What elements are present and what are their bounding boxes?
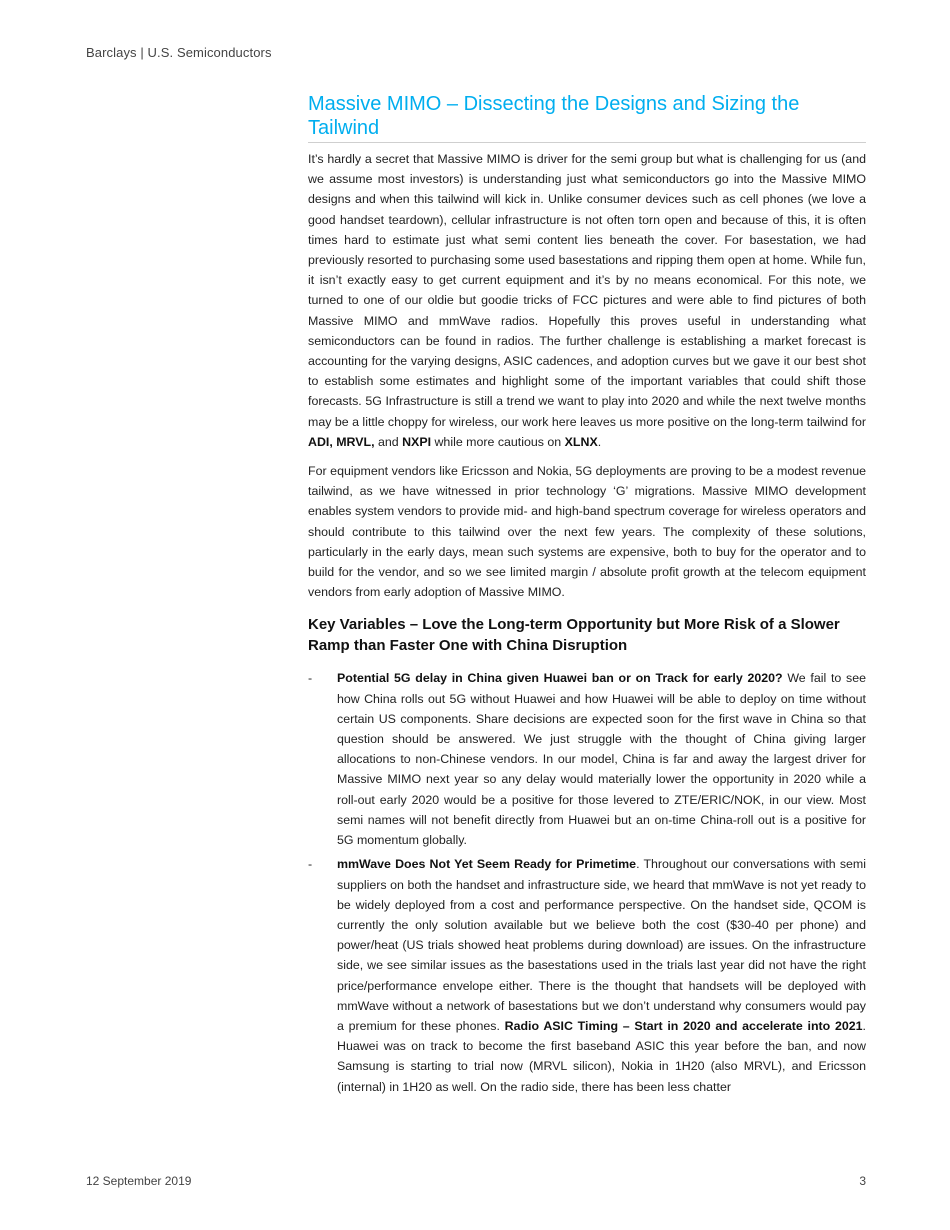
ticker-nxpi: NXPI xyxy=(402,434,432,449)
key-variables-list xyxy=(308,668,866,1096)
key-variables-subhead: Key Variables – Love the Long-term Opportunity but More Risk of a Slower Ramp than Faster One with China Disruption xyxy=(308,616,840,655)
bullet-text: . Throughout our conversations with semi suppliers on both the handset and infrastructure side, we heard that mmWave is not yet ready to be widely deployed from a cost and performance perspective. On the handset side, QCOM is currently the only solution available but we believe both the cost ($30-40 per phone) and power/heat (US trials showed heat problems during download) are issues. On the infrastructure side, we see similar issues as the basestations used in the trials last year did not have the right price/performance envelope either. There is the thought that handsets will be deployed with mmWave without a network of basestations but we don’t understand why consumers would pay a premium for these phones. xyxy=(337,857,867,1033)
paragraph-intro-and: and xyxy=(374,434,403,449)
bullet-text: . Huawei was on track to become the first baseband ASIC this year before the ban, and now Samsung is starting to trial now (MRVL silicon), Nokia in 1H20 (also MRVL), and Ericsson (internal) in 1H20 as well. On the radio side, there has been less chatter xyxy=(337,1018,866,1094)
bullet-lead-china-delay: Potential 5G delay in China given Huawei ban or on Track for early 2020? xyxy=(337,671,783,686)
footer-date: 12 September 2019 xyxy=(86,1174,192,1188)
ticker-adi-mrvl: ADI, MRVL, xyxy=(308,434,375,449)
ticker-xlnx: XLNX xyxy=(564,434,598,449)
list-item xyxy=(308,854,866,1096)
bullet-dash: - xyxy=(308,671,313,686)
bullet-lead-radio-asic: Radio ASIC Timing – Start in 2020 and accelerate into 2021 xyxy=(504,1018,863,1033)
paragraph-equipment-vendors: For equipment vendors like Ericsson and Nokia, 5G deployments are proving to be a modest revenue tailwind, as we have witnessed in prior technology ‘G’ migrations. Massive MIMO development enables system vendors to provide mid- and high-band spectrum coverage for wireless operators and should contribute to this tailwind over the next few years. The complexity of these solutions, particularly in the early days, mean such systems are expensive, both to buy for the operator and to build for the vendor, and so we see limited margin / absolute profit growth at the telecom equipment vendors from early adoption of Massive MIMO. xyxy=(308,464,866,600)
page-number: 3 xyxy=(859,1174,866,1188)
paragraph-intro xyxy=(308,149,866,452)
bullet-text: We fail to see how China rolls out 5G without Huawei and how Huawei will be able to deploy on time without certain US components. Share decisions are expected soon for the first wave in China so that question should be answered. We just struggle with the thought of China giving larger allocations to non-Chinese vendors. In our model, China is far and away the largest driver for Massive MIMO next year so any delay would materially lower the opportunity in 2020 while a roll-out early 2020 would be a positive for those levered to ZTE/ERIC/NOK, in our view. Most semi names will not benefit directly from Huawei but an on-time China-roll out is a positive for 5G momentum globally. xyxy=(337,671,866,848)
section-title: Massive MIMO – Dissecting the Designs and Sizing the Tailwind xyxy=(308,92,866,143)
bullet-dash: - xyxy=(308,857,313,872)
paragraph-intro-end: . xyxy=(597,434,602,449)
bullet-lead-mmwave: mmWave Does Not Yet Seem Ready for Primetime xyxy=(337,857,637,872)
paragraph-intro-text: It’s hardly a secret that Massive MIMO is driver for the semi group but what is challenging for us (and we assume most investors) is understanding just what semiconductors go into the Massive MIMO designs and when this tailwind will kick in. Unlike consumer devices such as cell phones (we love a good handset teardown), cellular infrastructure is not often torn open and because of this, it is often times hard to estimate just what semi content lies beneath the cover. For basestation, we had previously resorted to purchasing some used basestations and ripping them open at home. While fun, it isn’t exactly easy to get current equipment and it’s by no means economical. For this note, we turned to one of our oldie but goodie tricks of FCC pictures and were able to find pictures of both Massive MIMO and mmWave radios. Hopefully this proves useful in understanding what semiconductors can be found in radios. The further challenge is establishing a market forecast is accounting for the varying designs, ASIC cadences, and adoption curves but we gave it our best shot to establish some estimates and highlight some of the important variables that could shift those forecasts. 5G Infrastructure is still a trend we want to play into 2020 and while the next twelve months may be a little choppy for wireless, our work here leaves us more positive on the long-term tailwind for xyxy=(308,152,866,429)
paragraph-intro-cautious: while more cautious on xyxy=(431,434,565,449)
list-item xyxy=(308,668,866,850)
header-brand: Barclays | U.S. Semiconductors xyxy=(86,45,272,60)
report-content xyxy=(308,92,866,1101)
